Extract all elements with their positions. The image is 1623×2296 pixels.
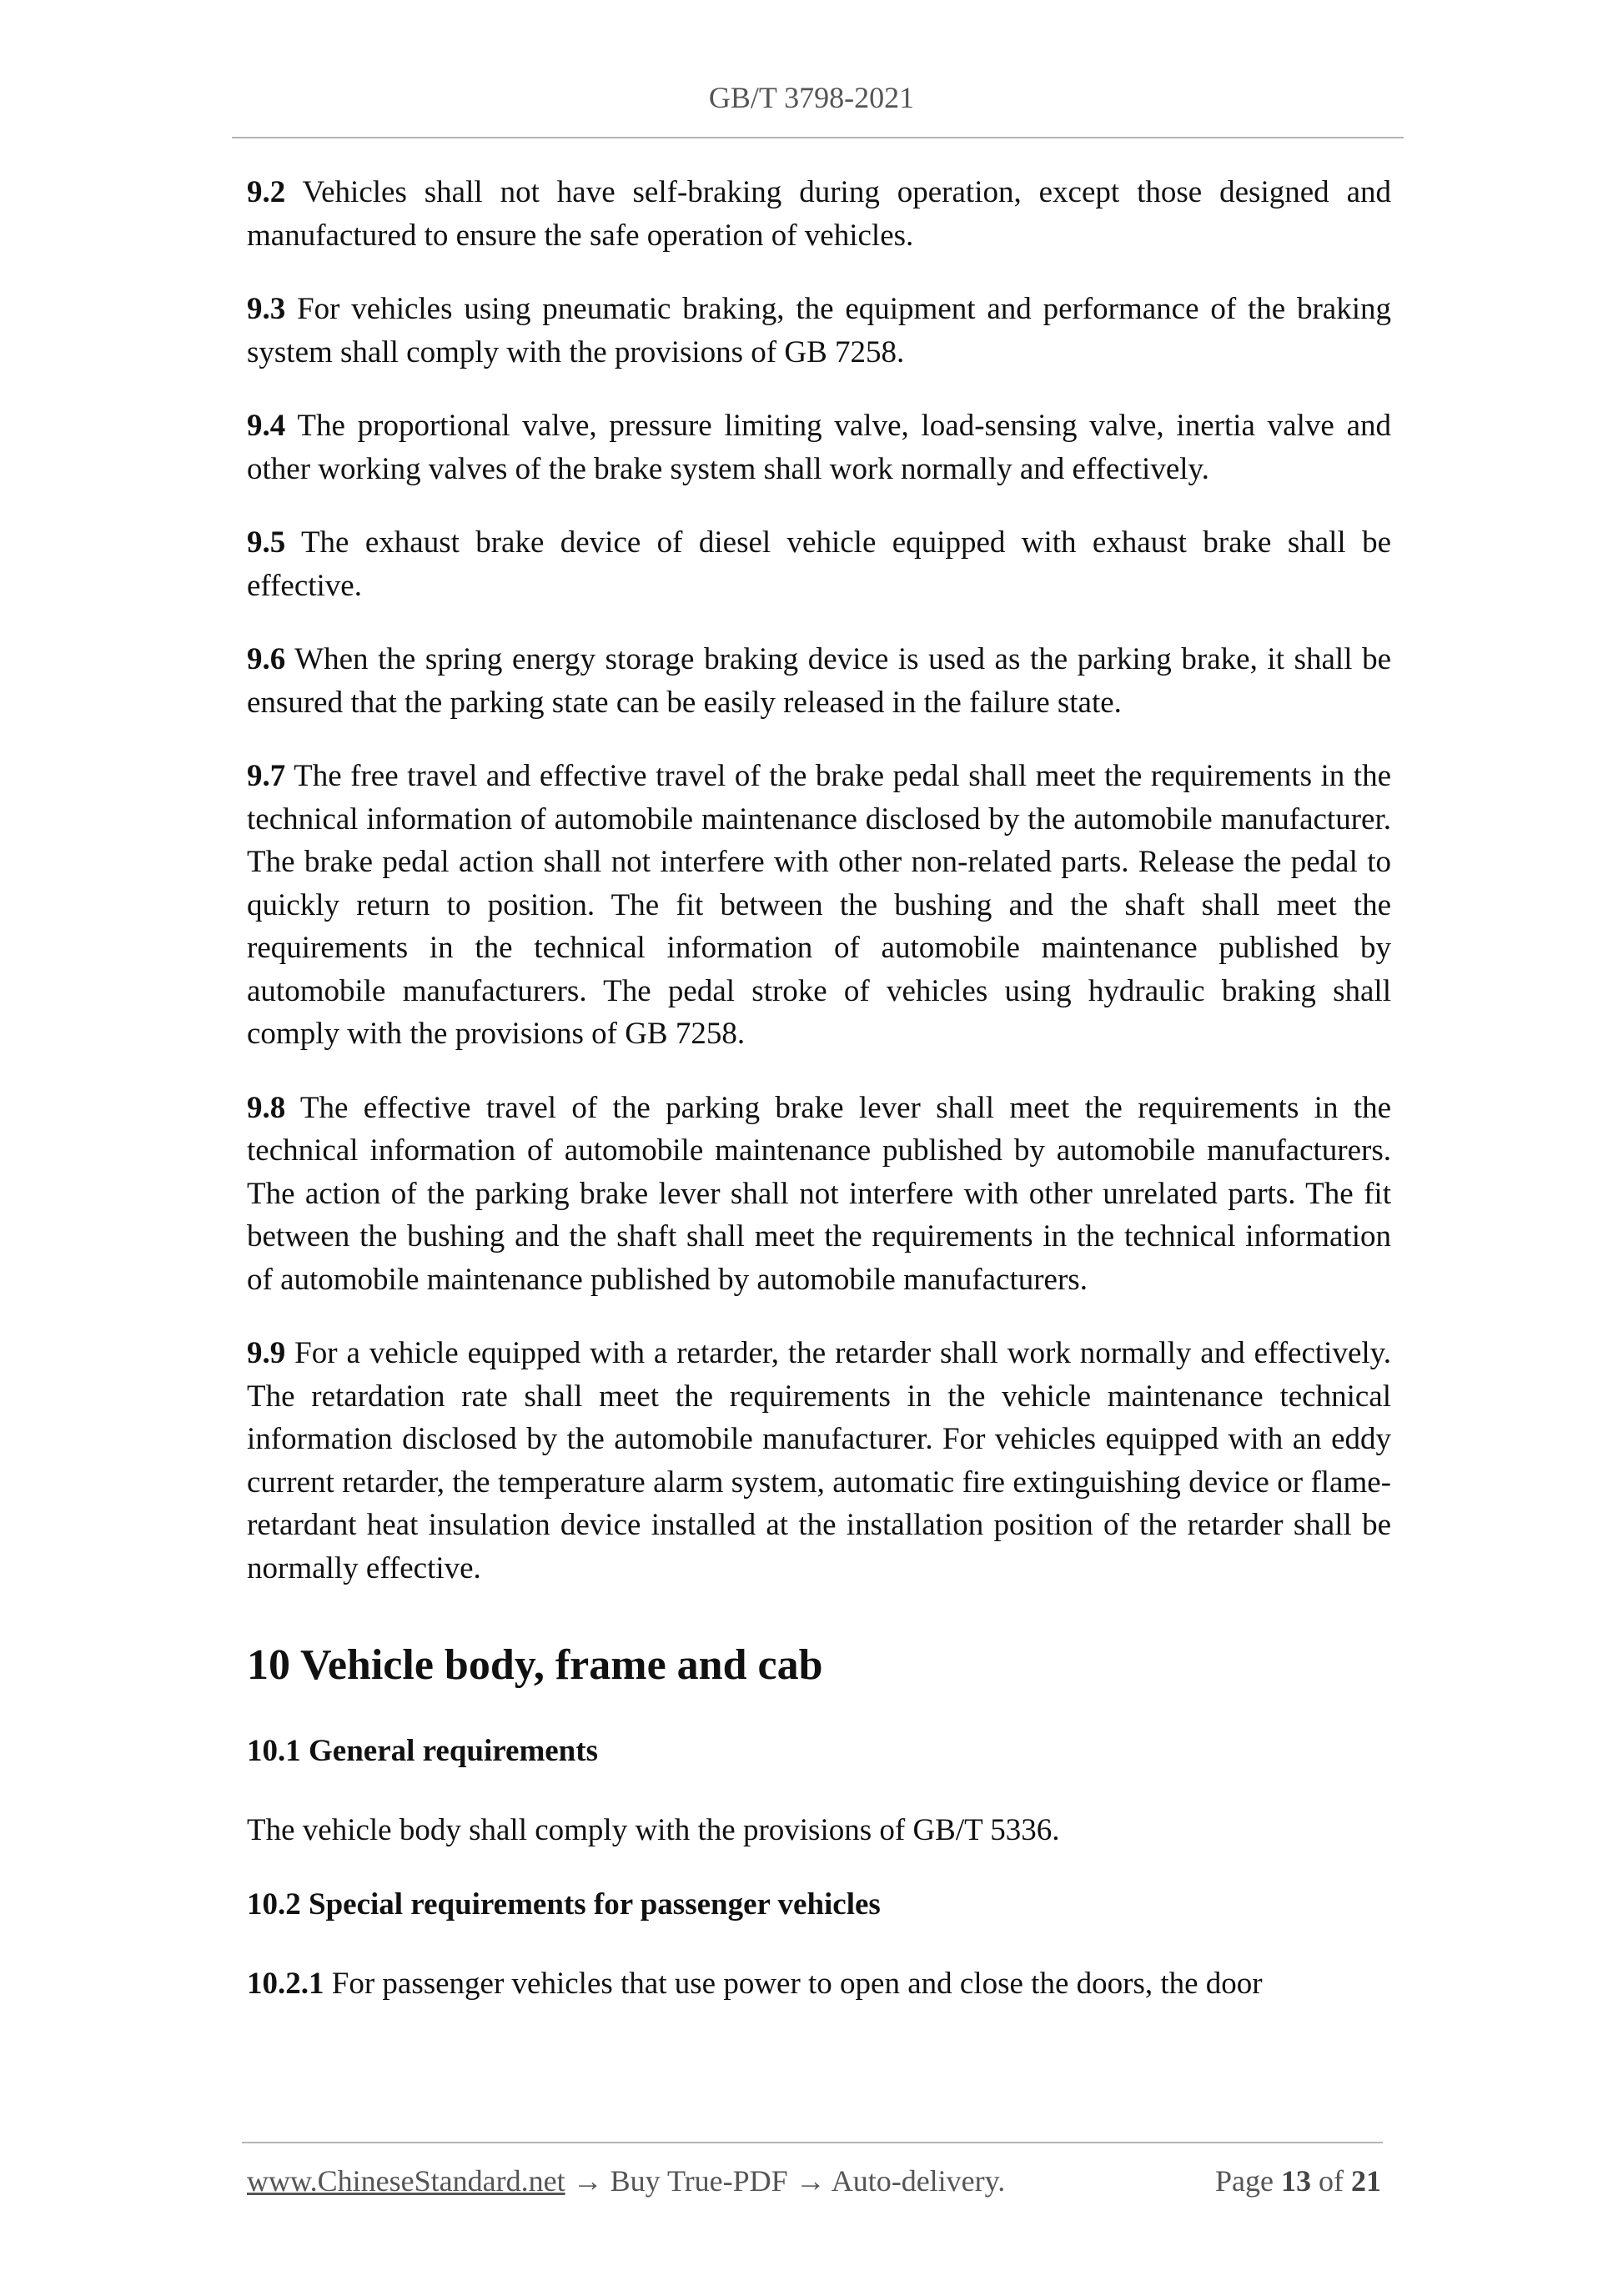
- paragraph-9-2: [247, 171, 1391, 257]
- clause-number: 9.6: [247, 642, 286, 676]
- arrow-right-icon: →: [572, 2164, 603, 2198]
- paragraph-9-6: [247, 638, 1391, 724]
- footer-divider: [242, 2142, 1383, 2143]
- subsection-title-10-2: 10.2 Special requirements for passenger vehicles: [247, 1887, 881, 1922]
- section-title: 10 Vehicle body, frame and cab: [247, 1641, 823, 1689]
- paragraph-9-5: [247, 521, 1391, 607]
- clause-number: 9.3: [247, 292, 286, 326]
- clause-number: 9.7: [247, 759, 286, 793]
- clause-text: For a vehicle equipped with a retarder, the retarder shall work normally and effectively. The retardation rate shall meet the requirements in the vehicle maintenance technical information disclosed by the automobile manufacturer. For vehicles equipped with an eddy current retarder, the temperature alarm system, automatic fire extinguishing device or flame-retardant heat insulation device installed at the installation position of the retarder shall be normally effective.: [247, 1336, 1391, 1585]
- clause-number: 9.2: [247, 175, 286, 209]
- arrow-right-icon: →: [795, 2164, 826, 2198]
- clause-number: 9.5: [247, 525, 286, 560]
- current-page-number: 13: [1281, 2164, 1311, 2198]
- paragraph-9-9: [247, 1332, 1391, 1590]
- total-pages-number: 21: [1351, 2164, 1381, 2198]
- page-counter: [1215, 2160, 1381, 2202]
- clause-text: When the spring energy storage braking device is used as the parking brake, it shall be ensured that the parking state can be easily released in the failure state.: [247, 642, 1391, 720]
- paragraph-9-8: [247, 1087, 1391, 1302]
- clause-text: For passenger vehicles that use power to open and close the doors, the door: [324, 1966, 1263, 2001]
- clause-number: 9.9: [247, 1336, 286, 1370]
- document-id: GB/T 3798-2021: [708, 81, 915, 114]
- paragraph-9-7: [247, 755, 1391, 1056]
- page-header: [0, 80, 1623, 115]
- clause-text: The free travel and effective travel of the brake pedal shall meet the requirements in the technical information of automobile maintenance disclosed by the automobile manufacturer. The brake pedal action shall not interfere with other non-related parts. Release the pedal to quickly return to position. The fit between the bushing and the shaft shall meet the requirements in the technical information of automobile maintenance published by automobile manufacturers. The pedal stroke of vehicles using hydraulic braking shall comply with the provisions of GB 7258.: [247, 759, 1391, 1051]
- subsection-title-10-1: 10.1 General requirements: [247, 1734, 598, 1768]
- paragraph-9-3: [247, 288, 1391, 374]
- clause-text: The proportional valve, pressure limiting valve, load-sensing valve, inertia valve and other working valves of the brake system shall work normally and effectively.: [247, 409, 1391, 486]
- auto-delivery-text: Auto-delivery.: [831, 2164, 1006, 2198]
- footer-promo: [247, 2160, 1005, 2202]
- paragraph-10-1: The vehicle body shall comply with the provisions of GB/T 5336.: [247, 1813, 1060, 1847]
- clause-number: 10.2.1: [247, 1966, 324, 2001]
- page-label: Page: [1215, 2164, 1274, 2198]
- clause-number: 9.8: [247, 1090, 286, 1125]
- header-divider: [232, 137, 1404, 138]
- website-link[interactable]: www.ChineseStandard.net: [247, 2164, 565, 2198]
- clause-text: The exhaust brake device of diesel vehicle equipped with exhaust brake shall be effective.: [247, 525, 1391, 603]
- of-label: of: [1319, 2164, 1344, 2198]
- clause-number: 9.4: [247, 409, 286, 443]
- paragraph-9-4: [247, 404, 1391, 490]
- clause-text: For vehicles using pneumatic braking, the equipment and performance of the braking system shall comply with the provisions of GB 7258.: [247, 292, 1391, 369]
- clause-text: The effective travel of the parking brake lever shall meet the requirements in the technical information of automobile maintenance published by automobile manufacturers. The action of the parking brake lever shall not interfere with other unrelated parts. The fit between the bushing and the shaft shall meet the requirements in the technical information of automobile maintenance published by automobile manufacturers.: [247, 1090, 1391, 1297]
- paragraph-10-2-1: [247, 1962, 1391, 2006]
- clause-text: Vehicles shall not have self-braking during operation, except those designed and manufactured to ensure the safe operation of vehicles.: [247, 175, 1391, 253]
- buy-pdf-text: Buy True-PDF: [610, 2164, 788, 2198]
- page-body: [247, 171, 1391, 2036]
